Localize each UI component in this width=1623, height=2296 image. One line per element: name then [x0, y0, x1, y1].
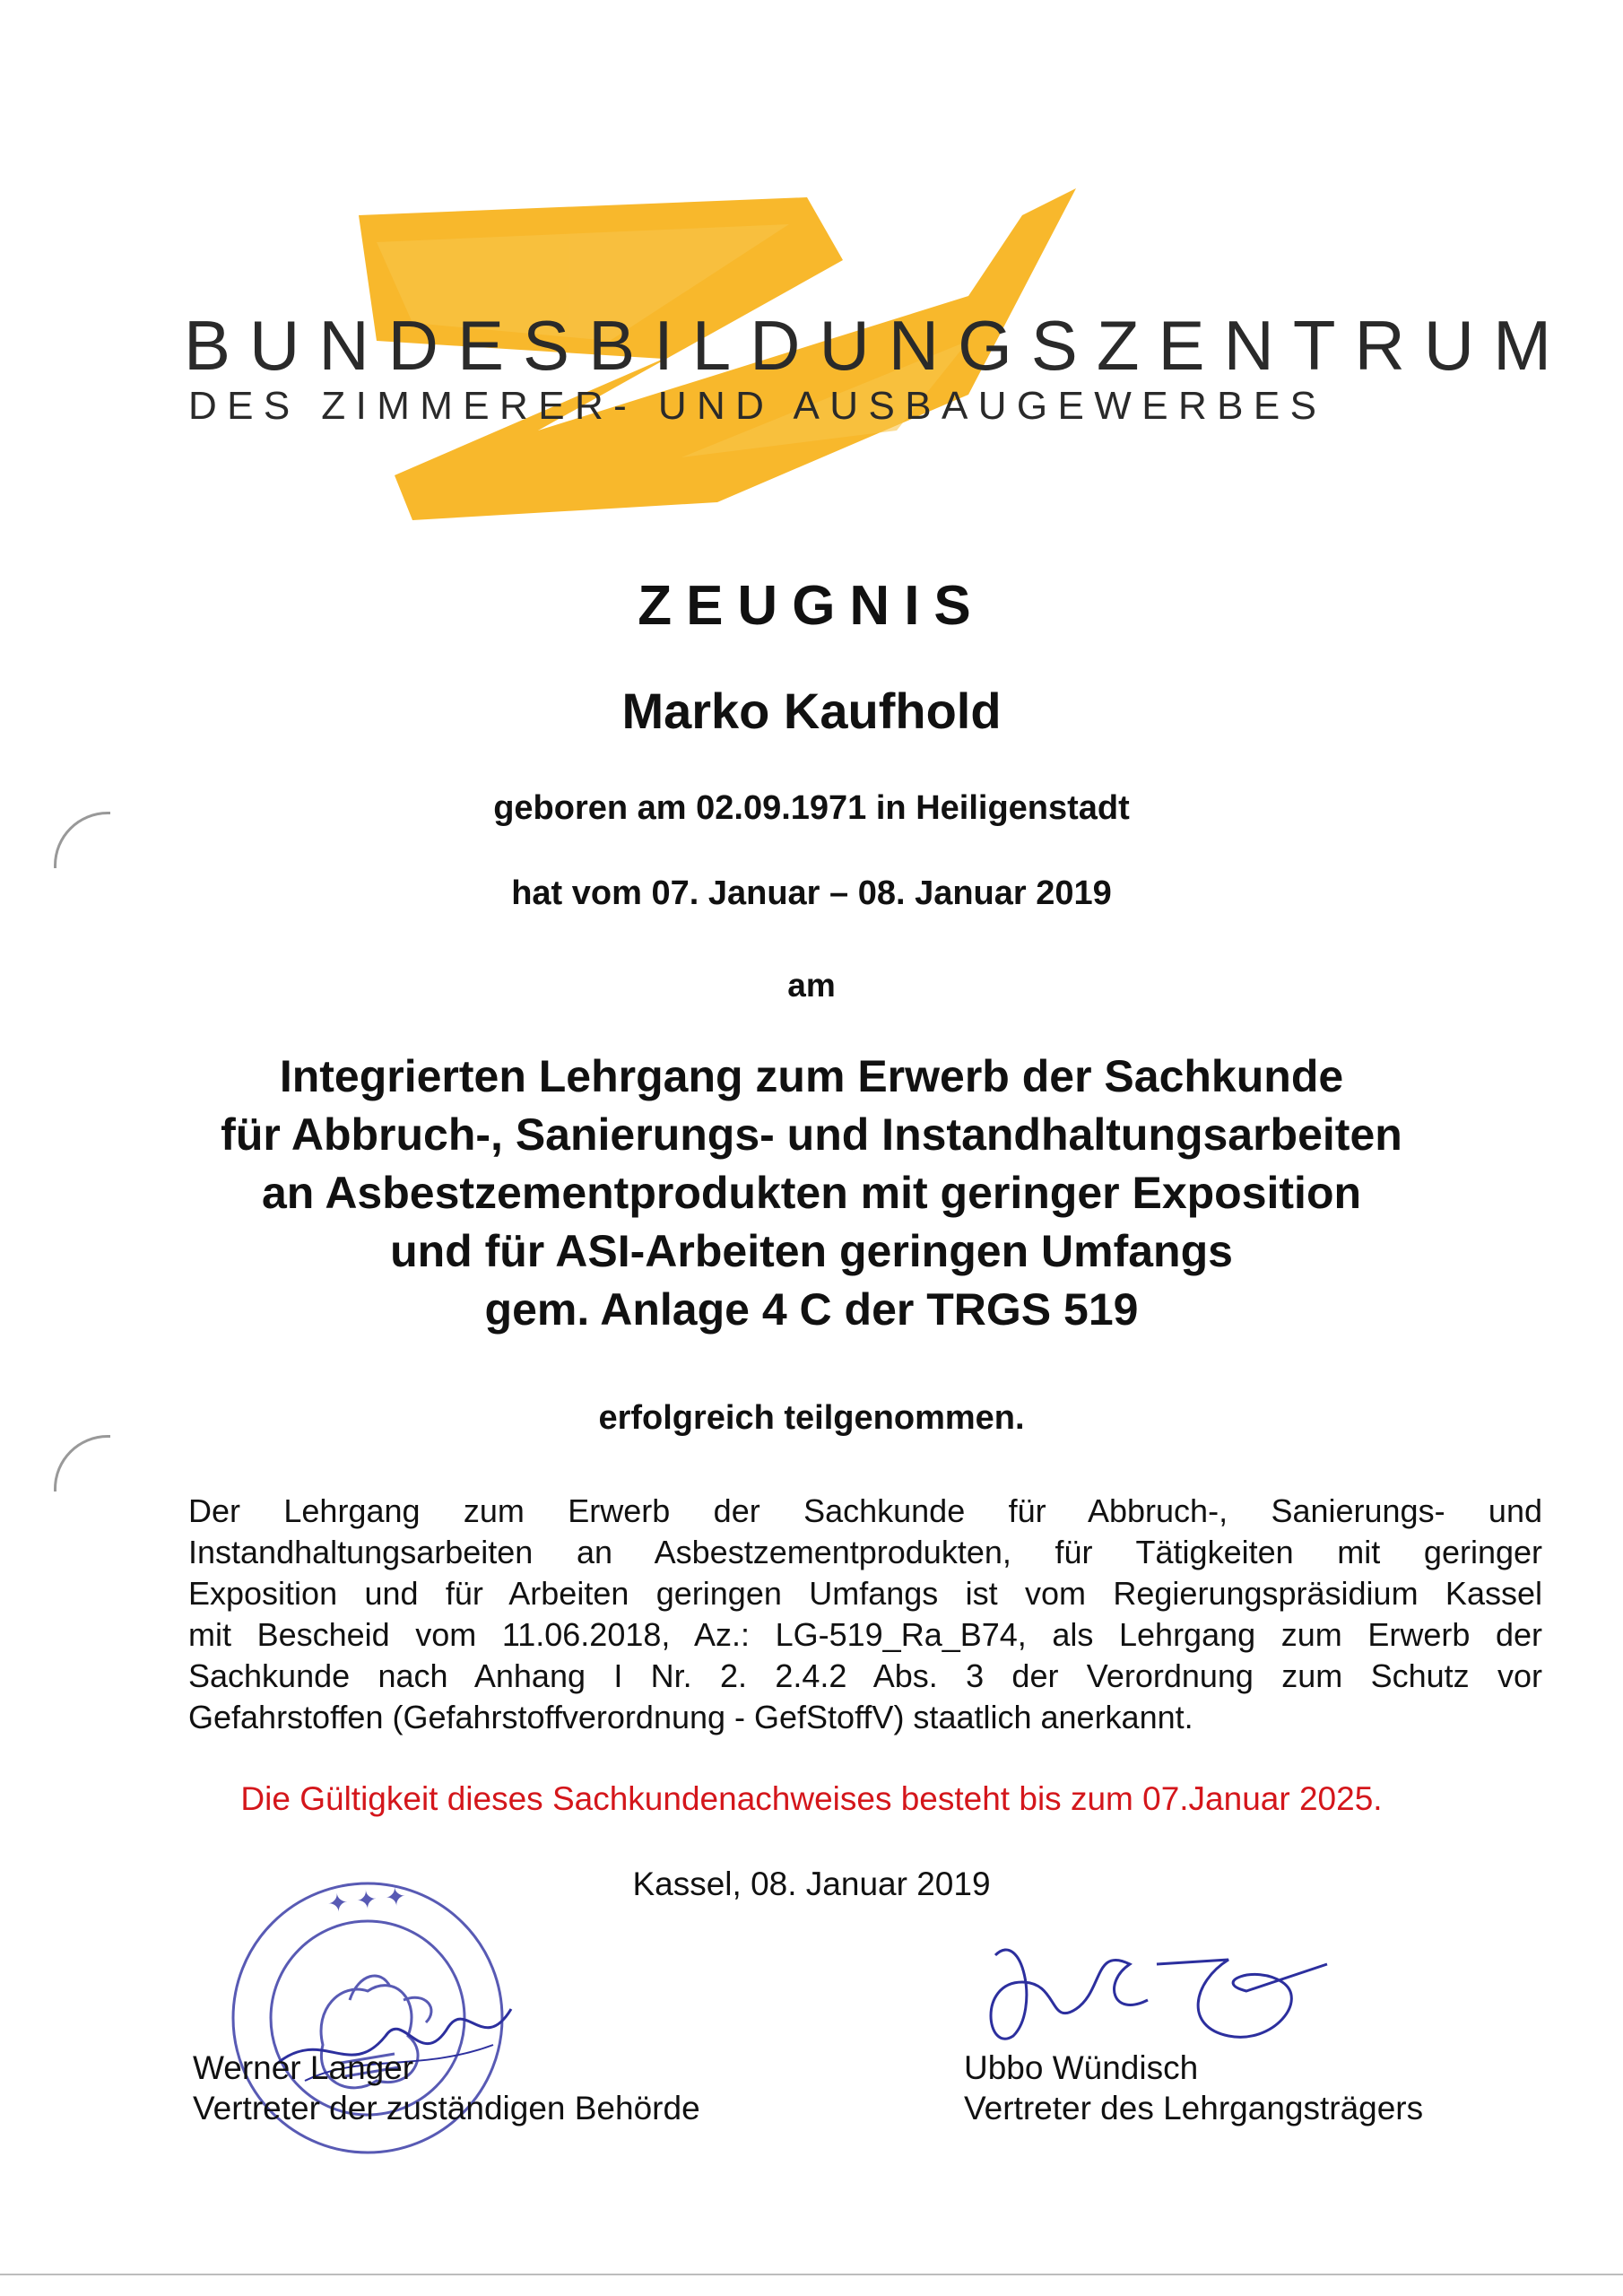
birth-info: geboren am 02.09.1971 in Heiligenstadt — [493, 789, 1130, 827]
paragraph-line: mit Bescheid vom 11.06.2018, Az.: LG-519_Ra_B74, als Lehrgang zum Erwerb der — [188, 1616, 1542, 1653]
paragraph-line: Der Lehrgang zum Erwerb der Sachkunde für Abbruch-, Sanierungs- und — [188, 1492, 1542, 1529]
signer-right-role: Vertreter des Lehrgangsträgers — [964, 2090, 1424, 2126]
paragraph-line: Sachkunde nach Anhang I Nr. 2. 2.4.2 Abs. 3 der Verordnung zum Schutz vor — [188, 1657, 1542, 1694]
paragraph-line: Gefahrstoffen (Gefahrstoffverordnung - GefStoffV) staatlich anerkannt. — [188, 1699, 1193, 1735]
signer-left-name: Werner Langer — [193, 2049, 414, 2086]
signature-right-icon — [959, 1928, 1336, 2054]
signature-left-icon — [269, 1973, 520, 2108]
org-name-line2: DES ZIMMERER- UND AUSBAUGEWERBES — [188, 384, 1327, 428]
course-title-line: und für ASI-Arbeiten geringen Umfangs — [390, 1226, 1233, 1276]
signer-left-role: Vertreter der zuständigen Behörde — [193, 2090, 700, 2126]
result-statement: erfolgreich teilgenommen. — [598, 1399, 1025, 1437]
recognition-paragraph — [188, 1491, 1542, 1738]
place-and-date: Kassel, 08. Januar 2019 — [632, 1866, 991, 1902]
course-title-line: gem. Anlage 4 C der TRGS 519 — [484, 1284, 1139, 1335]
paragraph-line: Instandhaltungsarbeiten an Asbestzementprodukten, für Tätigkeiten mit geringer — [188, 1534, 1542, 1570]
org-name-line1: BUNDESBILDUNGSZENTRUM — [184, 306, 1571, 385]
course-title-line: für Abbruch-, Sanierungs- und Instandhaltungsarbeiten — [221, 1109, 1402, 1160]
course-title-block — [0, 1048, 1623, 1339]
course-period: hat vom 07. Januar – 08. Januar 2019 — [511, 874, 1112, 912]
am-label: am — [787, 967, 836, 1004]
paragraph-line: Exposition und für Arbeiten geringen Umfangs ist vom Regierungspräsidium Kassel — [188, 1575, 1542, 1612]
recipient-name: Marko Kaufhold — [621, 683, 1002, 739]
punch-hole-mark — [54, 1435, 110, 1492]
course-title-line: Integrierten Lehrgang zum Erwerb der Sachkunde — [279, 1051, 1344, 1101]
document-title: ZEUGNIS — [638, 575, 985, 637]
course-title-line: an Asbestzementprodukten mit geringer Exposition — [261, 1168, 1362, 1218]
svg-text:✦ ✦ ✦: ✦ ✦ ✦ — [325, 1881, 408, 1919]
signer-right-name: Ubbo Wündisch — [964, 2049, 1199, 2086]
scan-edge-line — [0, 2274, 1623, 2275]
validity-notice: Die Gültigkeit dieses Sachkundenachweises besteht bis zum 07.Januar 2025. — [240, 1780, 1383, 1817]
